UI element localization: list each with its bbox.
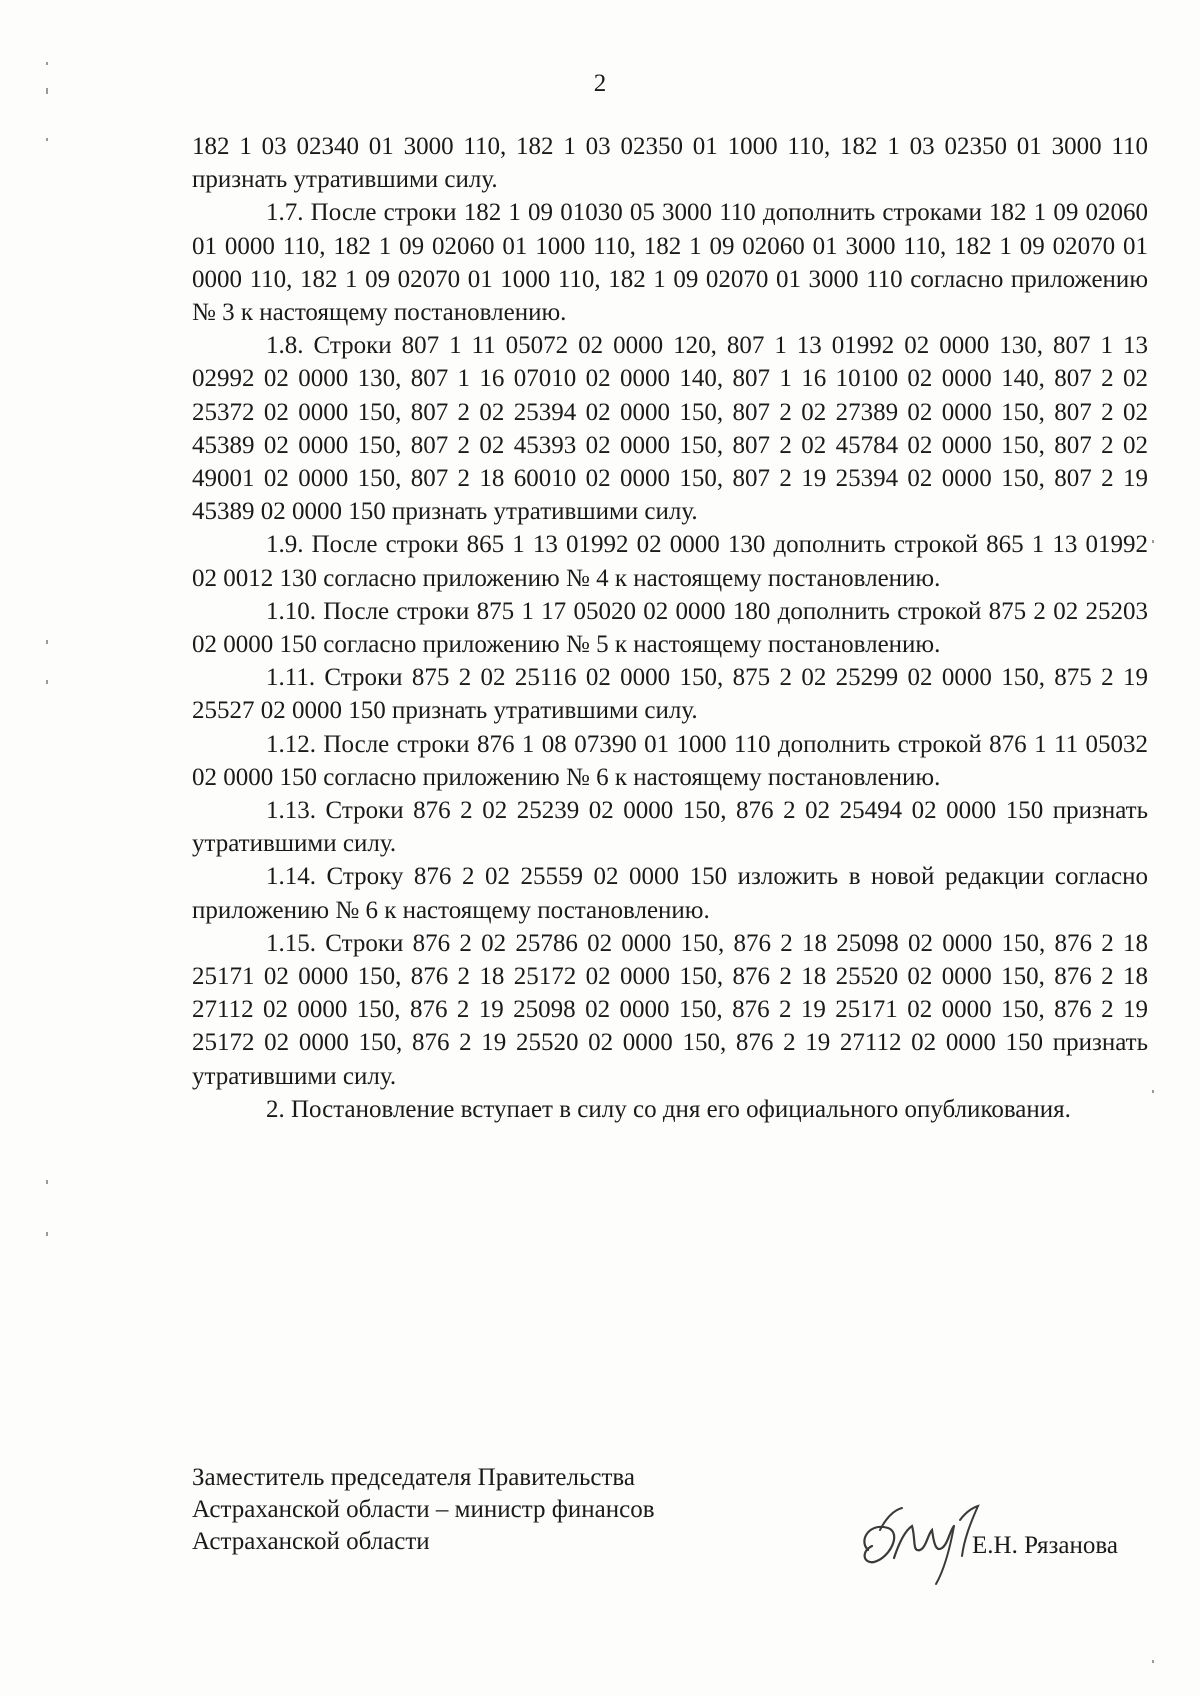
scan-artifact-mark	[46, 680, 48, 684]
paragraph-1-11: 1.11. Строки 875 2 02 25116 02 0000 150, 875 2 02 25299 02 0000 150, 875 2 19 25527 02 0000 150 признать утратившими силу.	[192, 664, 1148, 725]
paragraph-1-10: 1.10. После строки 875 1 17 05020 02 0000 180 дополнить строкой 875 2 02 25203 02 0000 150 согласно приложению № 5 к настоящему постановлению.	[192, 597, 1148, 659]
paragraph-1-6-continuation: 182 1 03 02340 01 3000 110, 182 1 03 02350 01 1000 110, 182 1 03 02350 01 3000 110 признать утратившими силу.	[192, 133, 1148, 194]
scan-artifact-mark	[1152, 540, 1154, 543]
paragraph-1-8: 1.8. Строки 807 1 11 05072 02 0000 120, 807 1 13 01992 02 0000 130, 807 1 13 02992 02 0000 130, 807 1 16 07010 02 0000 140, 807 1 16 10100 02 0000 140, 807 2 02 25372 02 0000 150, 807 2 02 25394 02 0000 150, 807 2 02 27389 02 0000 150, 807 2 02 45389 02 0000 150, 807 2 02 45393 02 0000 150, 807 2 02 45784 02 0000 150, 807 2 02 49001 02 0000 150, 807 2 18 60010 02 0000 150, 807 2 19 25394 02 0000 150, 807 2 19 45389 02 0000 150 признать утратившими силу.	[192, 332, 1148, 526]
scan-artifact-mark	[46, 1232, 48, 1236]
paragraph-2: 2. Постановление вступает в силу со дня его официального опубликования.	[266, 1095, 1071, 1123]
scan-artifact-mark	[46, 88, 48, 94]
scan-artifact-mark	[1152, 1660, 1154, 1663]
paragraph-1-14: 1.14. Строку 876 2 02 25559 02 0000 150 изложить в новой редакции согласно приложению № 6 к настоящему постановлению.	[192, 863, 1148, 924]
scan-artifact-mark	[1152, 1090, 1154, 1093]
scan-artifact-mark	[46, 138, 48, 141]
page-number: 2	[593, 70, 607, 97]
paragraph-1-9: 1.9. После строки 865 1 13 01992 02 0000 130 дополнить строкой 865 1 13 01992 02 0012 130 согласно приложению № 4 к настоящему постановлению.	[192, 531, 1148, 592]
document-body	[192, 130, 1148, 1126]
signatory-title-line-2: Астраханской области – министр финансов	[192, 1496, 655, 1523]
signatory-title-line-3: Астраханской области	[192, 1528, 430, 1555]
signatory-title-line-1: Заместитель председателя Правительства	[192, 1464, 635, 1491]
handwritten-signature	[850, 1500, 1010, 1590]
paragraph-1-15: 1.15. Строки 876 2 02 25786 02 0000 150, 876 2 18 25098 02 0000 150, 876 2 18 25171 02 0000 150, 876 2 18 25172 02 0000 150, 876 2 18 25520 02 0000 150, 876 2 18 27112 02 0000 150, 876 2 19 25098 02 0000 150, 876 2 19 25171 02 0000 150, 876 2 19 25172 02 0000 150, 876 2 19 25520 02 0000 150, 876 2 19 27112 02 0000 150 признать утратившими силу.	[192, 929, 1148, 1090]
scan-artifact-mark	[46, 1180, 48, 1184]
paragraph-1-7: 1.7. После строки 182 1 09 01030 05 3000 110 дополнить строками 182 1 09 02060 01 0000 110, 182 1 09 02060 01 1000 110, 182 1 09 02060 01 3000 110, 182 1 09 02070 01 0000 110, 182 1 09 02070 01 1000 110, 182 1 09 02070 01 3000 110 согласно приложению № 3 к настоящему постановлению.	[192, 199, 1148, 327]
paragraph-1-12: 1.12. После строки 876 1 08 07390 01 1000 110 дополнить строкой 876 1 11 05032 02 0000 150 согласно приложению № 6 к настоящему постановлению.	[192, 730, 1148, 791]
scan-artifact-mark	[46, 62, 48, 65]
signatory-name: Е.Н. Рязанова	[972, 1532, 1118, 1559]
paragraph-1-13: 1.13. Строки 876 2 02 25239 02 0000 150, 876 2 02 25494 02 0000 150 признать утратившими силу.	[192, 797, 1148, 858]
scan-artifact-mark	[46, 640, 48, 644]
